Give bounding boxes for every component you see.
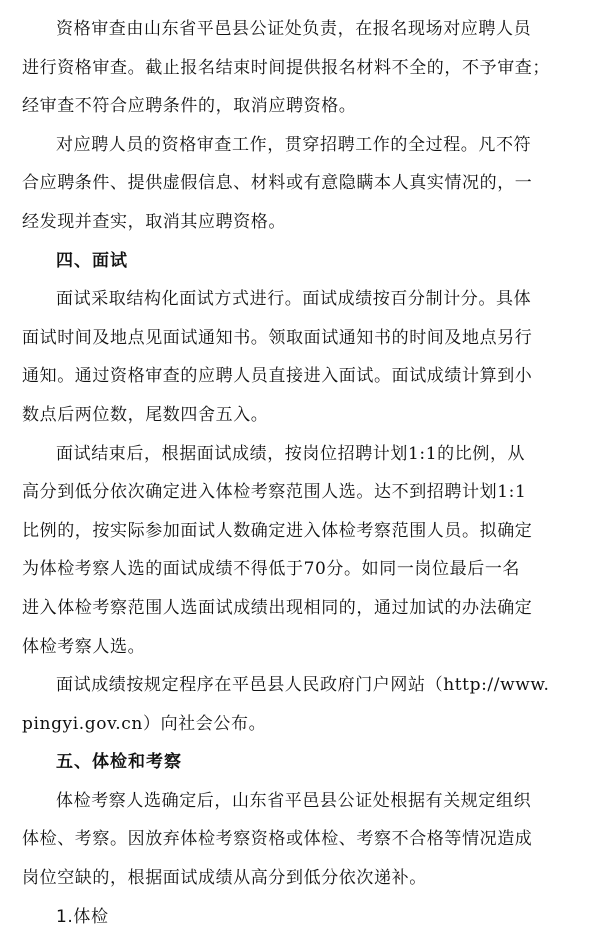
- paragraph-review-process: [22, 126, 588, 242]
- text-line: 比例的，按实际参加面试人数确定进入体检考察范围人员。拟确定: [22, 520, 533, 541]
- paragraph-interview-results: [22, 435, 588, 667]
- paragraph-interview-method: [22, 280, 588, 434]
- text-line: 体检考察人选。: [22, 636, 146, 657]
- text-line: pingyi.gov.cn）向社会公布。: [22, 713, 267, 734]
- text-line: 体检、考察。因放弃体检考察资格或体检、考察不合格等情况造成: [22, 829, 533, 850]
- text-line: 体检考察人选确定后，山东省平邑县公证处根据有关规定组织: [56, 790, 532, 811]
- text-line: 为体检考察人选的面试成绩不得低于70分。如同一岗位最后一名: [22, 559, 521, 580]
- text-line: 面试时间及地点见面试通知书。领取面试通知书的时间及地点另行: [22, 327, 533, 348]
- section-heading-interview: 四、面试: [56, 250, 128, 271]
- text-line: 资格审查由山东省平邑县公证处负责，在报名现场对应聘人员: [56, 19, 532, 39]
- text-line: 面试成绩按规定程序在平邑县人民政府门户网站（http://www.: [56, 675, 550, 696]
- section-heading-physical-exam: 五、体检和考察: [56, 752, 182, 773]
- text-line: 合应聘条件、提供虚假信息、材料或有意隐瞒本人真实情况的，一: [22, 173, 533, 194]
- text-line: 对应聘人员的资格审查工作，贯穿招聘工作的全过程。凡不符: [56, 134, 532, 155]
- text-line: 经审查不符合应聘条件的，取消应聘资格。: [22, 96, 357, 117]
- text-line: 进行资格审查。截止报名结束时间提供报名材料不全的，不予审查；: [22, 57, 550, 78]
- text-line: 高分到低分依次确定进入体检考察范围人选。达不到招聘计划1:1: [22, 482, 527, 503]
- paragraph-qualification-review: [22, 10, 588, 126]
- paragraph-score-publication: [22, 666, 588, 743]
- paragraph-physical-exam: [22, 782, 588, 898]
- text-line: 面试结束后，根据面试成绩，按岗位招聘计划1:1的比例，从: [56, 443, 526, 464]
- subsection-heading-physical-exam: 1.体检: [56, 906, 109, 927]
- text-line: 岗位空缺的，根据面试成绩从高分到低分依次递补。: [22, 868, 427, 889]
- text-line: 进入体检考察范围人选面试成绩出现相同的，通过加试的办法确定: [22, 597, 533, 618]
- text-line: 经发现并查实，取消其应聘资格。: [22, 211, 286, 232]
- text-line: 数点后两位数，尾数四舍五入。: [22, 404, 269, 425]
- text-line: 面试采取结构化面试方式进行。面试成绩按百分制计分。具体: [56, 289, 532, 310]
- text-line: 通知。通过资格审查的应聘人员直接进入面试。面试成绩计算到小: [22, 366, 533, 387]
